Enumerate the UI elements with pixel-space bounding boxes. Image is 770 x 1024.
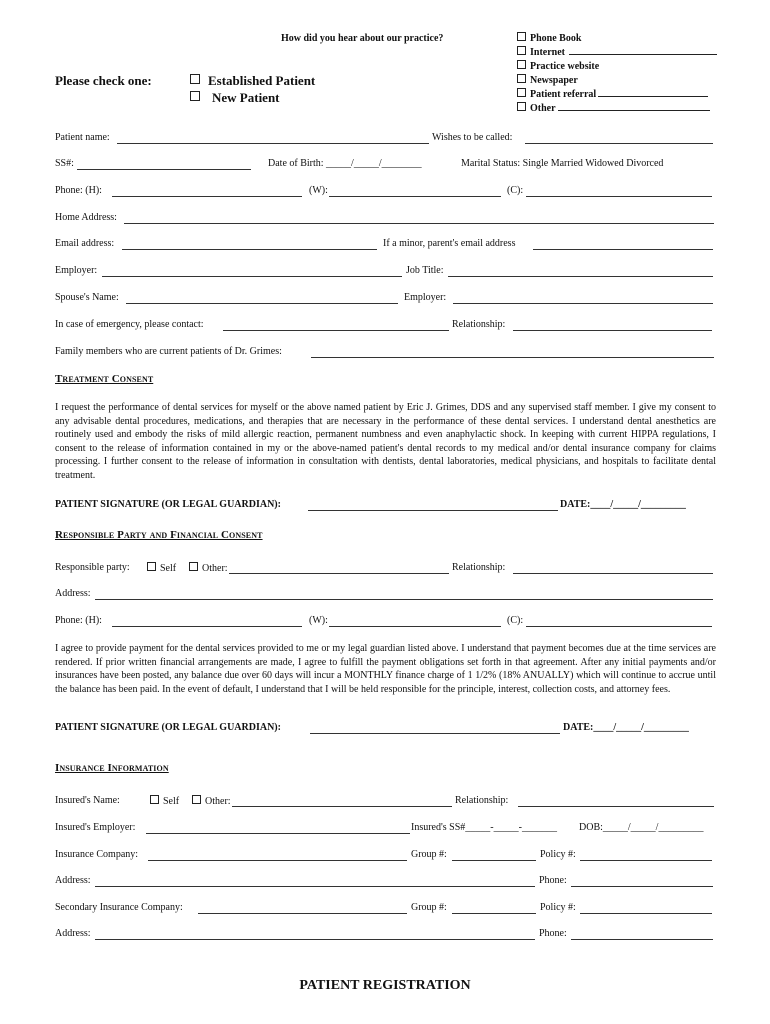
marital-status[interactable]: Marital Status: Single Married Widowed Divorced	[461, 158, 664, 169]
employer-field[interactable]	[102, 276, 402, 277]
party-relationship-field[interactable]	[513, 573, 713, 574]
insured-self-option[interactable]: Self	[150, 795, 179, 807]
email-field[interactable]	[122, 249, 377, 250]
insured-dob-field[interactable]: DOB:_____/_____/_________	[579, 822, 704, 833]
checkbox-icon[interactable]	[147, 562, 156, 571]
dob-field[interactable]: Date of Birth: _____/_____/________	[268, 158, 422, 169]
insured-name-row: Insured's Name: Self Other: Relationship:	[55, 795, 715, 809]
secondary-insurance-row: Secondary Insurance Company: Group #: Policy #:	[55, 902, 715, 916]
checkbox-icon[interactable]	[192, 795, 201, 804]
page-title: PATIENT REGISTRATION	[299, 978, 471, 993]
phone-cell-field[interactable]	[526, 196, 712, 197]
other-option[interactable]: Other:	[189, 562, 228, 574]
established-patient-option[interactable]: Established Patient	[190, 72, 315, 89]
insurance-phone-field[interactable]	[571, 886, 713, 887]
financial-consent-heading: Responsible Party and Financial Consent	[55, 529, 263, 541]
phone-row: Phone: (H): (W): (C):	[55, 185, 715, 199]
checkbox-icon[interactable]	[517, 32, 526, 41]
insured-employer-field[interactable]	[146, 833, 410, 834]
secondary-insurance-field[interactable]	[198, 913, 407, 914]
self-option[interactable]: Self	[147, 562, 176, 574]
spouse-row: Spouse's Name: Employer:	[55, 292, 715, 306]
treatment-signature-row: PATIENT SIGNATURE (OR LEGAL GUARDIAN): DATE:____/_____/_________	[55, 499, 686, 510]
insured-employer-row: Insured's Employer: Insured's SS#_____-_____-_______ DOB:_____/_____/_________	[55, 822, 704, 833]
other-party-field[interactable]	[229, 573, 449, 574]
party-address-row: Address:	[55, 588, 715, 602]
checkbox-icon[interactable]	[517, 102, 526, 111]
patient-name-field[interactable]	[117, 143, 429, 144]
job-title-field[interactable]	[448, 276, 713, 277]
ss-field[interactable]	[77, 169, 251, 170]
family-row: Family members who are current patients of Dr. Grimes:	[55, 346, 715, 360]
insurance-company-row: Insurance Company: Group #: Policy #:	[55, 849, 715, 863]
insured-relationship-field[interactable]	[518, 806, 714, 807]
hear-option-other[interactable]: Other	[517, 102, 717, 116]
insured-ss-field[interactable]: Insured's SS#_____-_____-_______	[411, 822, 557, 833]
checkbox-icon[interactable]	[517, 74, 526, 83]
insurance-address-row: Address: Phone:	[55, 875, 715, 889]
financial-date-field[interactable]: DATE:____/_____/_________	[563, 722, 689, 733]
hear-options	[517, 32, 717, 116]
treatment-consent-heading: Treatment Consent	[55, 373, 154, 385]
treatment-consent-text: I request the performance of dental services for myself or the above named patient by Eric J. Grimes, DDS and any supervised staff member. I give my consent to any advisable dental procedures, medications, and therapies that are necessary in the performance of these dental services. I understand dental anesthetics are routinely used and embody the risks of mild allergic reaction, permanent numbness and even anaphylactic shock. In keeping with current HIPPA regulations, I consent to the release of information contained in my or the above-named patient's dental records to my medical and/or dental insurance company for claims processing. I further consent to the release of information in consultation with dentists, dental laboratories, medical physicians, and hospitals to facilitate dental treatment.	[55, 402, 716, 481]
patient-name-row: Patient name: Wishes to be called:	[55, 132, 715, 146]
spouse-name-field[interactable]	[126, 303, 398, 304]
email-row: Email address: If a minor, parent's email address	[55, 238, 715, 252]
insurance-heading: Insurance Information	[55, 762, 169, 774]
party-phone-cell-field[interactable]	[526, 626, 712, 627]
new-patient-option[interactable]: New Patient	[190, 89, 315, 106]
hear-option-website[interactable]: Practice website	[517, 60, 717, 74]
hear-question: How did you hear about our practice?	[281, 33, 444, 44]
phone-home-field[interactable]	[112, 196, 302, 197]
emergency-contact-field[interactable]	[223, 330, 449, 331]
secondary-phone-field[interactable]	[571, 939, 713, 940]
checkbox-icon[interactable]	[190, 74, 200, 84]
family-members-field[interactable]	[311, 357, 714, 358]
phone-work-field[interactable]	[329, 196, 501, 197]
home-address-row: Home Address:	[55, 212, 715, 226]
party-phone-work-field[interactable]	[329, 626, 501, 627]
checkbox-icon[interactable]	[517, 46, 526, 55]
checkbox-icon[interactable]	[150, 795, 159, 804]
secondary-address-field[interactable]	[95, 939, 535, 940]
wishes-field[interactable]	[525, 143, 713, 144]
treatment-signature-field[interactable]	[308, 510, 558, 511]
hear-option-internet[interactable]: Internet	[517, 46, 717, 60]
insurance-company-field[interactable]	[148, 860, 407, 861]
insurance-address-field[interactable]	[95, 886, 535, 887]
secondary-address-row: Address: Phone:	[55, 928, 715, 942]
emergency-row: In case of emergency, please contact: Relationship:	[55, 319, 715, 333]
hear-option-phonebook[interactable]: Phone Book	[517, 32, 717, 46]
insured-other-option[interactable]: Other:	[192, 795, 231, 807]
financial-signature-field[interactable]	[310, 733, 560, 734]
party-phone-home-field[interactable]	[112, 626, 302, 627]
ss-row: SS#: Date of Birth: _____/_____/________ Marital Status: Single Married Widowed Divorced	[55, 158, 664, 169]
responsible-party-row: Responsible party: Self Other: Relationship:	[55, 562, 715, 576]
checkbox-icon[interactable]	[517, 88, 526, 97]
policy-number-field[interactable]	[580, 860, 712, 861]
checkbox-icon[interactable]	[189, 562, 198, 571]
patient-type-options	[190, 72, 315, 106]
spouse-employer-field[interactable]	[453, 303, 713, 304]
checkbox-icon[interactable]	[517, 60, 526, 69]
insured-other-field[interactable]	[232, 806, 452, 807]
employer-row: Employer: Job Title:	[55, 265, 715, 279]
hear-option-newspaper[interactable]: Newspaper	[517, 74, 717, 88]
treatment-date-field[interactable]: DATE:____/_____/_________	[560, 499, 686, 510]
secondary-group-field[interactable]	[452, 913, 536, 914]
parent-email-field[interactable]	[533, 249, 713, 250]
financial-consent-text: I agree to provide payment for the dental services provided to me or my legal guardian listed above. I understand that payment becomes due at the time services are rendered. If prior written financial arrangements are made, I agree to fulfill the payment obligations set forth in that agreement. After any initial payments and/or insurances have been posted, any balance due over 60 days will incur a MONTHLY finance charge of 1 1/2% (18% ANUALLY) which will continue to accrue until the balance has been paid. In the event of default, I understand that I will be held responsible for the principle, interest, collection costs, and attorney fees.	[55, 643, 716, 695]
please-check-label: Please check one:	[55, 73, 152, 88]
hear-option-referral[interactable]: Patient referral	[517, 88, 717, 102]
party-phone-row: Phone: (H): (W): (C):	[55, 615, 715, 629]
financial-signature-row: PATIENT SIGNATURE (OR LEGAL GUARDIAN): DATE:____/_____/_________	[55, 722, 689, 733]
group-number-field[interactable]	[452, 860, 536, 861]
home-address-field[interactable]	[124, 223, 714, 224]
emergency-relationship-field[interactable]	[513, 330, 712, 331]
checkbox-icon[interactable]	[190, 91, 200, 101]
secondary-policy-field[interactable]	[580, 913, 712, 914]
party-address-field[interactable]	[95, 599, 713, 600]
